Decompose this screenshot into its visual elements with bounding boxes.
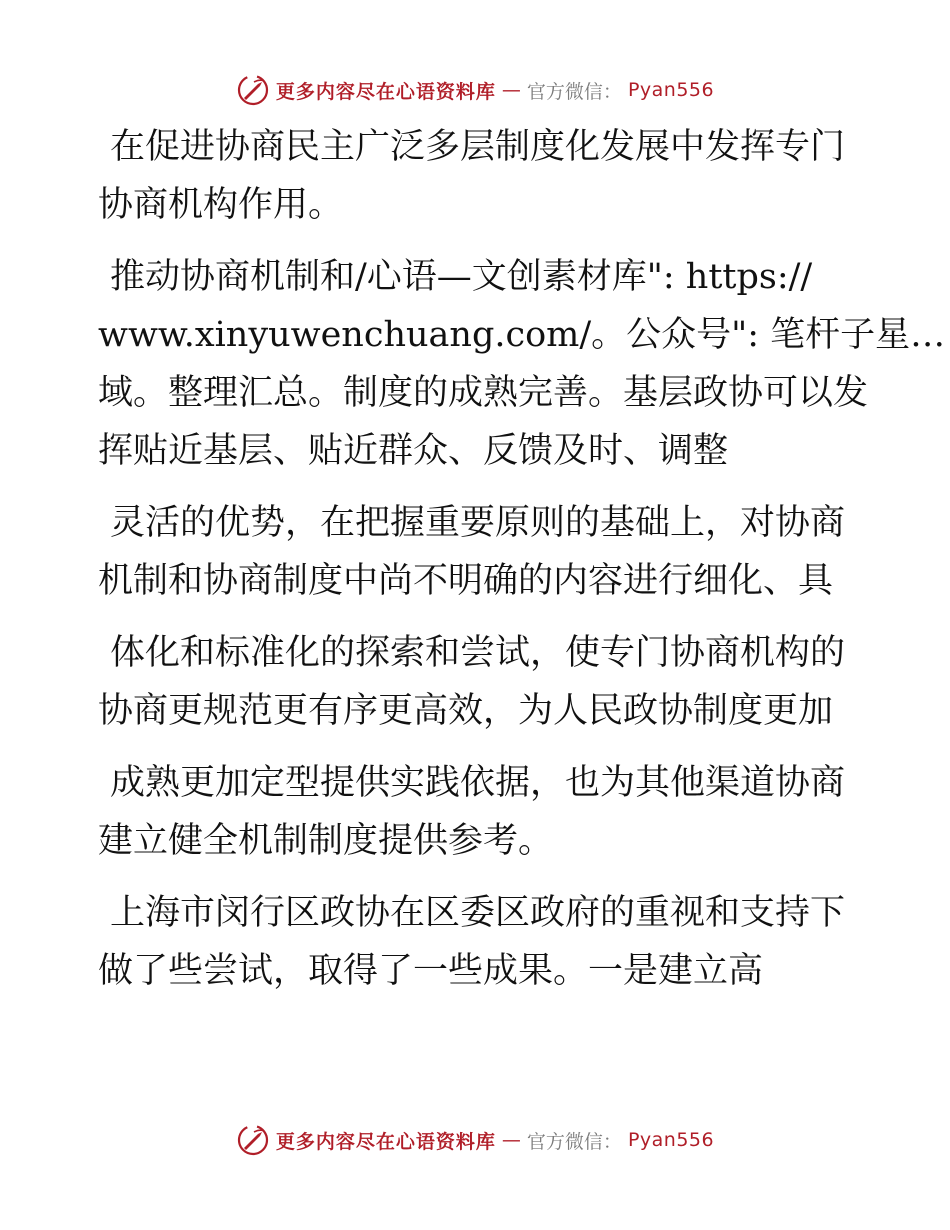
text-line: 体化和标准化的探索和尝试，使专门协商机构的 [110,633,846,673]
text-line: 协商机构作用。 [98,185,344,225]
watermark-text: 更多内容尽在心语资料库 [275,1130,496,1153]
watermark-official-label: 官方微信： [526,80,622,103]
watermark-text: 更多内容尽在心语资料库 [275,80,496,103]
text-line: 挥贴近基层、贴近群众、反馈及时、调整 [98,431,729,471]
text-line: 做了些尝试，取得了一些成果。一是建立高 [98,951,764,991]
pen-nib-logo-icon [236,1123,270,1157]
watermark-dash: — [501,1129,521,1151]
watermark-wechat-handle: Pyan556 [627,79,715,101]
text-line: 域。整理汇总。制度的成熟完善。基层政协可以发 [98,373,869,413]
text-line: 成熟更加定型提供实践依据，也为其他渠道协商 [110,763,846,803]
text-line: 灵活的优势，在把握重要原则的基础上，对协商 [110,503,846,543]
text-line: www.xinyuwenchuang.com/。公众号": 笔杆子星… [98,315,946,355]
watermark-official-label: 官方微信： [526,1130,622,1153]
pen-nib-logo-icon [236,73,270,107]
text-line: 在促进协商民主广泛多层制度化发展中发挥专门 [110,127,846,167]
watermark-wechat-handle: Pyan556 [627,1129,715,1151]
text-line: 上海市闵行区政协在区委区政府的重视和支持下 [110,893,846,933]
watermark-dash: — [501,79,521,101]
text-line: 机制和协商制度中尚不明确的内容进行细化、具 [98,561,834,601]
text-line: 协商更规范更有序更高效，为人民政协制度更加 [98,691,834,731]
watermark-banner-top [0,70,950,110]
text-line: 推动协商机制和/心语—文创素材库": https:// [110,257,813,297]
document-body [98,118,946,1000]
watermark-banner-bottom [0,1120,950,1160]
text-line: 建立健全机制制度提供参考。 [98,821,554,861]
